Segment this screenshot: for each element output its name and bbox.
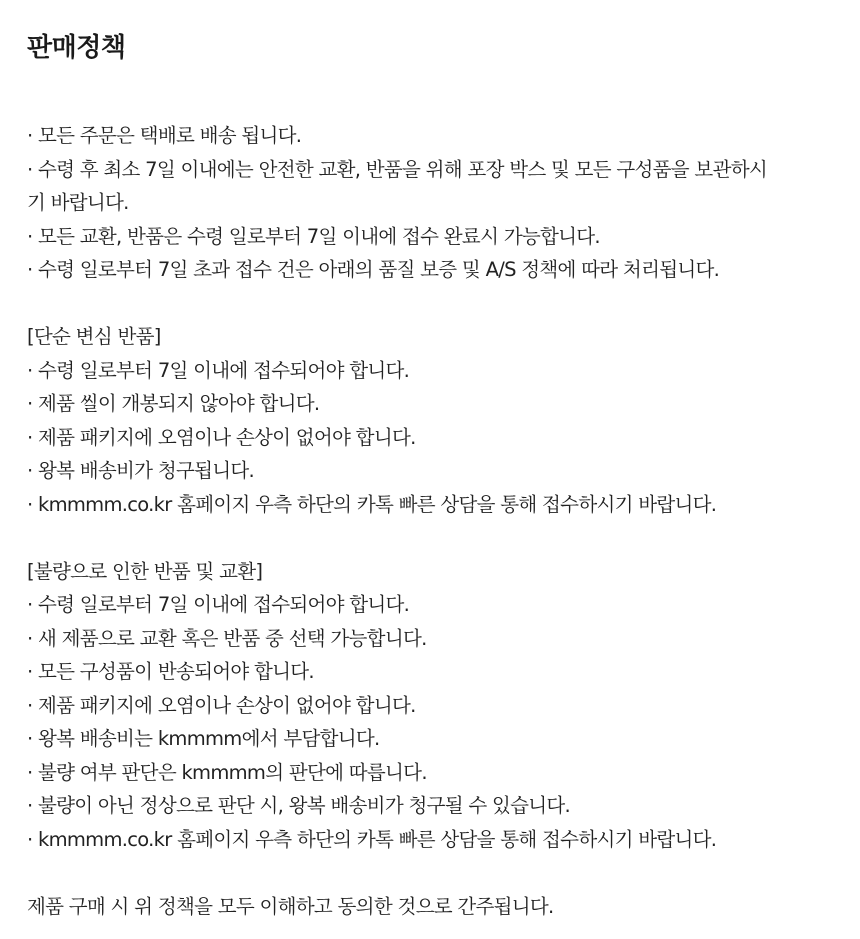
list-item: · 모든 교환, 반품은 수령 일로부터 7일 이내에 접수 완료시 가능합니다.	[27, 224, 600, 248]
list-item: · 제품 씰이 개봉되지 않아야 합니다.	[27, 392, 320, 415]
list-item: · kmmmm.co.kr 홈페이지 우측 하단의 카톡 빠른 상담을 통해 접수하시기 바랍니다.	[27, 492, 717, 516]
general-policy-list	[27, 119, 820, 287]
list-item: · 제품 패키지에 오염이나 손상이 없어야 합니다.	[27, 693, 416, 717]
section-heading: [불량으로 인한 반품 및 교환]	[27, 559, 263, 583]
list-item: · 왕복 배송비가 청구됩니다.	[27, 459, 254, 482]
section-spacer	[27, 287, 820, 321]
section-heading: [단순 변심 반품]	[27, 325, 161, 348]
policy-content	[27, 119, 820, 923]
list-item-continuation: 기 바랍니다.	[27, 191, 129, 214]
list-item: · 수령 일로부터 7일 이내에 접수되어야 합니다.	[27, 358, 410, 382]
list-item: · 수령 일로부터 7일 초과 접수 건은 아래의 품질 보증 및 A/S 정책에 따라 처리됩니다.	[27, 258, 720, 281]
section-spacer	[27, 521, 820, 555]
agreement-notice: 제품 구매 시 위 정책을 모두 이해하고 동의한 것으로 간주됩니다.	[27, 894, 554, 918]
list-item: · kmmmm.co.kr 홈페이지 우측 하단의 카톡 빠른 상담을 통해 접수하시기 바랍니다.	[27, 827, 717, 851]
section-spacer	[27, 856, 820, 890]
page-title: 판매정책	[27, 33, 126, 63]
list-item: · 모든 주문은 택배로 배송 됩니다.	[27, 124, 302, 147]
list-item: · 수령 일로부터 7일 이내에 접수되어야 합니다.	[27, 593, 410, 616]
simple-return-section	[27, 320, 820, 521]
list-item: · 제품 패키지에 오염이나 손상이 없어야 합니다.	[27, 425, 416, 449]
list-item: · 모든 구성품이 반송되어야 합니다.	[27, 660, 314, 683]
list-item: · 새 제품으로 교환 혹은 반품 중 선택 가능합니다.	[27, 626, 427, 650]
list-item: · 수령 후 최소 7일 이내에는 안전한 교환, 반품을 위해 포장 박스 및 모든 구성품을 보관하시	[27, 157, 767, 181]
list-item: · 불량이 아닌 정상으로 판단 시, 왕복 배송비가 청구될 수 있습니다.	[27, 794, 571, 817]
list-item: · 불량 여부 판단은 kmmmm의 판단에 따릅니다.	[27, 760, 427, 784]
list-item: · 왕복 배송비는 kmmmm에서 부담합니다.	[27, 727, 380, 750]
defect-return-section	[27, 555, 820, 857]
